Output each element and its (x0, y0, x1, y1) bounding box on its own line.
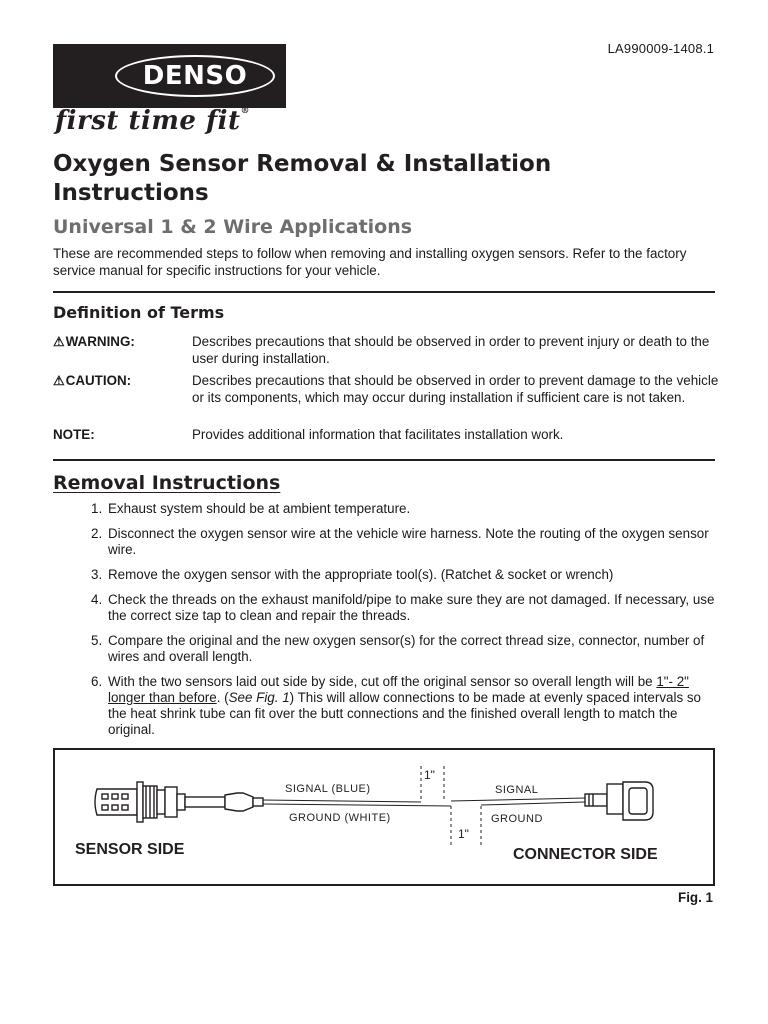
connector-plug-icon (585, 782, 653, 820)
label-ground-white: GROUND (WHITE) (289, 812, 391, 824)
label-signal-blue: SIGNAL (BLUE) (285, 783, 371, 795)
divider (53, 459, 715, 461)
step-number: 6. (91, 674, 103, 689)
term-note: NOTE: (53, 427, 95, 442)
step-number: 4. (91, 592, 103, 607)
step-text (108, 674, 721, 738)
term-caution (53, 373, 131, 389)
removal-heading: Removal Instructions (53, 472, 281, 494)
logo-brand-text: DENSO (142, 61, 248, 91)
page-title: Oxygen Sensor Removal & Installation Instructions (53, 151, 552, 206)
sensor-diagram (55, 750, 713, 884)
registered-mark: ® (240, 106, 251, 116)
dimension-label-bottom: 1" (458, 827, 469, 841)
label-ground: GROUND (491, 813, 543, 825)
term-label: CAUTION: (65, 373, 132, 388)
list-item (91, 592, 721, 624)
definition-note: Provides additional information that facilitates installation work. (192, 427, 564, 442)
list-item (91, 501, 721, 517)
step-text: Exhaust system should be at ambient temperature. (108, 501, 411, 516)
intro-paragraph: These are recommended steps to follow when removing and installing oxygen sensors. Refer to the factory service manual for specific instructions for your vehicle. (53, 246, 687, 278)
step-text: Compare the original and the new oxygen sensor(s) for the correct thread size, connector, number of wires and overall length. (108, 633, 705, 664)
connector-wires (451, 798, 585, 805)
label-signal: SIGNAL (495, 784, 539, 796)
list-item (91, 674, 721, 738)
step-number: 2. (91, 526, 103, 541)
page-subtitle: Universal 1 & 2 Wire Applications (53, 216, 413, 238)
definitions-heading: Definition of Terms (53, 303, 225, 322)
divider (53, 291, 715, 293)
step-text: Disconnect the oxygen sensor wire at the vehicle wire harness. Note the routing of the oxygen sensor wire. (108, 526, 709, 557)
step-text-part: ) This will allow connections to be made at evenly spaced intervals so the heat shrink tube can fit over the butt connections and the finished overall length to match the original. (108, 690, 702, 737)
step-number: 3. (91, 567, 103, 582)
step-number: 1. (91, 501, 103, 516)
step-text-part: With the two sensors laid out side by side, cut off the original sensor so overall length will be (108, 674, 657, 689)
sensor-wires (263, 800, 451, 806)
list-item (91, 526, 721, 558)
caution-triangle-icon: ⚠ (53, 373, 65, 388)
term-warning (53, 334, 135, 350)
list-item (91, 633, 721, 665)
list-item (91, 567, 721, 583)
definition-warning: Describes precautions that should be observed in order to prevent injury or death to the user during installation. (192, 334, 710, 366)
definition-caution: Describes precautions that should be observed in order to prevent damage to the vehicle or its components, which may occur during installation if sufficient care is not taken. (192, 373, 719, 405)
label-sensor-side: SENSOR SIDE (75, 841, 185, 858)
step-text: Remove the oxygen sensor with the appropriate tool(s). (Ratchet & socket or wrench) (108, 567, 614, 582)
step-text-part: . ( (216, 690, 229, 705)
label-connector-side: CONNECTOR SIDE (513, 846, 658, 863)
step-text-underlined: 1"- 2" longer than before (108, 674, 689, 705)
denso-logo (53, 44, 286, 108)
figure-sensor-diagram (53, 748, 715, 886)
removal-steps-list (91, 501, 721, 747)
sensor-tip-icon (95, 782, 263, 822)
step-text: Check the threads on the exhaust manifold/pipe to make sure they are not damaged. If necessary, use the correct size tap to clean and repair the threads. (108, 592, 715, 623)
step-text-italic: See Fig. 1 (228, 690, 290, 705)
figure-caption: Fig. 1 (678, 890, 713, 905)
tagline-text: first time fit (55, 106, 241, 136)
document-code: LA990009-1408.1 (607, 41, 714, 56)
warning-triangle-icon: ⚠ (53, 334, 65, 349)
step-number: 5. (91, 633, 103, 648)
tagline (55, 106, 250, 136)
term-label: WARNING: (65, 334, 135, 349)
dimension-label-top: 1" (424, 768, 435, 782)
